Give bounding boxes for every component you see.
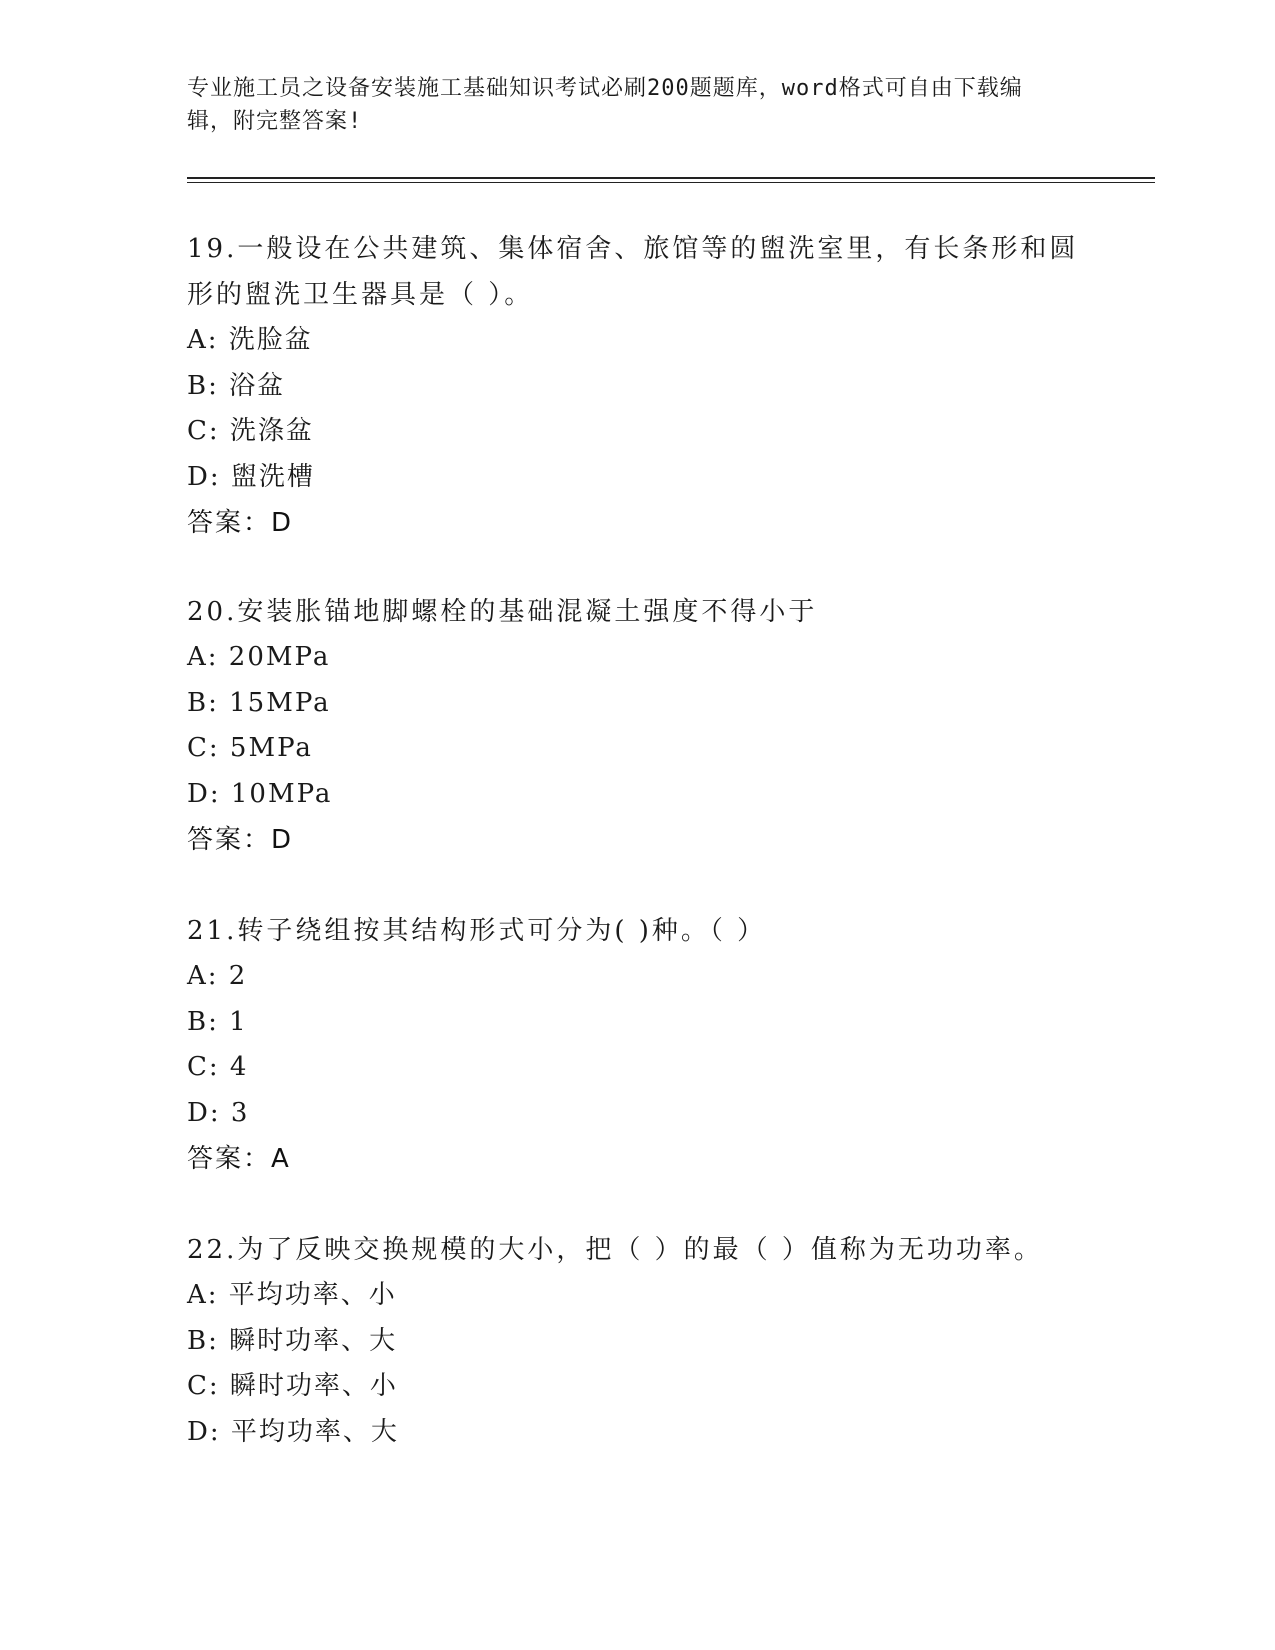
question-stem: 22.为了反映交换规模的大小，把（ ）的最（ ）值称为无功功率。 — [187, 1235, 1043, 1265]
option-a: A: 2 — [187, 961, 248, 991]
question-20 — [187, 589, 1087, 863]
answer: 答案：D — [187, 825, 294, 855]
option-d: D: 盥洗槽 — [187, 461, 315, 492]
question-stem: 21.转子绕组按其结构形式可分为( )种。（ ） — [187, 916, 767, 946]
question-19 — [187, 226, 1087, 546]
option-c: C: 5MPa — [187, 733, 313, 763]
option-c: C: 洗涤盆 — [187, 416, 314, 446]
question-stem: 20.安装胀锚地脚螺栓的基础混凝土强度不得小于 — [187, 597, 818, 627]
option-b: B: 瞬时功率、大 — [187, 1325, 398, 1356]
answer: 答案：A — [187, 1144, 291, 1174]
question-22 — [187, 1227, 1087, 1455]
question-21 — [187, 908, 1087, 1182]
option-b: B: 1 — [187, 1006, 248, 1037]
header-divider-thick — [187, 177, 1155, 179]
header-divider-thin — [187, 182, 1155, 183]
option-d: D: 10MPa — [187, 778, 333, 809]
option-c: C: 瞬时功率、小 — [187, 1371, 398, 1401]
option-b: B: 浴盆 — [187, 370, 286, 401]
option-a: A: 平均功率、小 — [187, 1280, 397, 1310]
document-header: 专业施工员之设备安装施工基础知识考试必刷200题题库，word格式可自由下载编辑，附完整答案! — [187, 76, 1023, 134]
option-a: A: 20MPa — [187, 642, 331, 672]
option-a: A: 洗脸盆 — [187, 325, 313, 355]
option-b: B: 15MPa — [187, 687, 331, 718]
question-stem: 19.一般设在公共建筑、集体宿舍、旅馆等的盥洗室里，有长条形和圆形的盥洗卫生器具是（ ）。 — [187, 234, 1079, 310]
option-c: C: 4 — [187, 1052, 249, 1082]
answer: 答案：D — [187, 508, 294, 538]
option-d: D: 3 — [187, 1097, 250, 1128]
option-d: D: 平均功率、大 — [187, 1416, 399, 1447]
